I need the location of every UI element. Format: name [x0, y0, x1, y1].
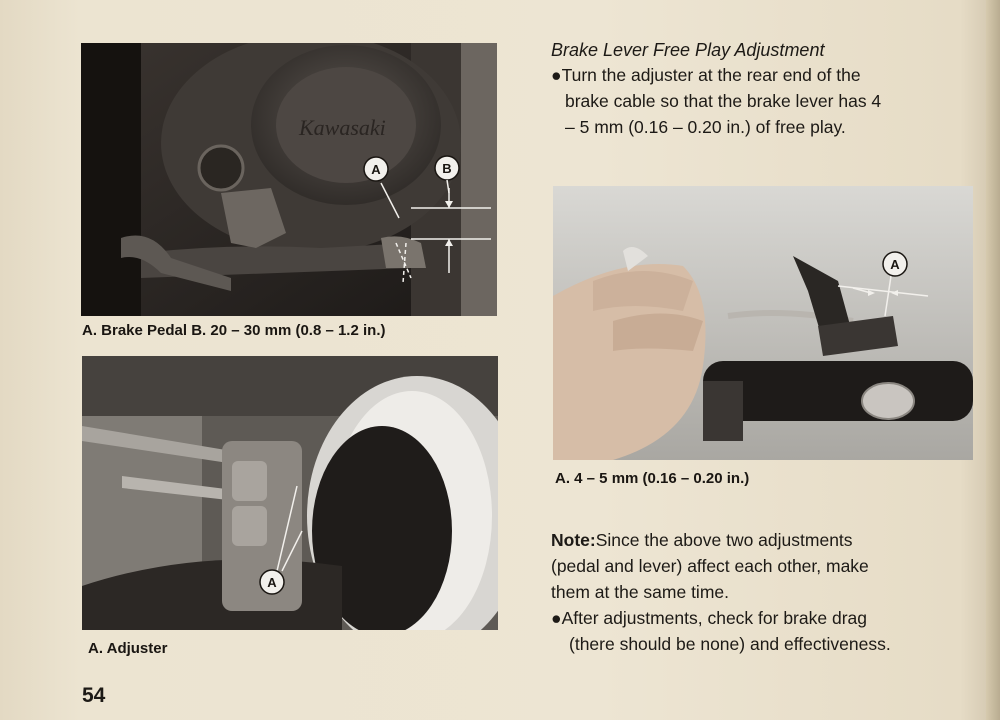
note-line: Note:Since the above two adjustments — [551, 530, 853, 550]
svg-text:A: A — [890, 257, 900, 272]
note-line: (pedal and lever) affect each other, make — [551, 556, 869, 576]
page-spine — [986, 0, 1000, 720]
instruction-line: ●Turn the adjuster at the rear end of the — [551, 65, 861, 85]
brake-pedal-caption: A. Brake Pedal B. 20 – 30 mm (0.8 – 1.2 in.) — [82, 322, 386, 339]
kawasaki-emblem: Kawasaki — [299, 115, 386, 140]
note-block — [551, 527, 971, 605]
brake-pedal-photo — [81, 43, 497, 316]
svg-text:A: A — [371, 162, 381, 177]
adjuster-caption: A. Adjuster — [88, 640, 168, 657]
note-line: them at the same time. — [551, 582, 729, 602]
brake-lever-photo — [553, 186, 973, 460]
brake-lever-illustration — [553, 186, 973, 460]
instruction-line: – 5 mm (0.16 – 0.20 in.) of free play. — [565, 117, 846, 137]
adjuster-illustration — [82, 356, 498, 630]
bullet-free-play-instruction — [551, 62, 971, 140]
svg-text:A: A — [267, 575, 277, 590]
instruction-line: brake cable so that the brake lever has 4 — [565, 91, 882, 111]
note-label: Note: — [551, 530, 596, 550]
section-title: Brake Lever Free Play Adjustment — [551, 40, 825, 60]
instruction-line: ●After adjustments, check for brake drag — [551, 608, 867, 628]
brake-lever-caption: A. 4 – 5 mm (0.16 – 0.20 in.) — [555, 470, 750, 487]
instruction-line: (there should be none) and effectiveness. — [569, 634, 891, 654]
brake-pedal-illustration — [81, 43, 497, 316]
adjuster-photo — [82, 356, 498, 630]
page-number: 54 — [82, 684, 106, 707]
svg-text:B: B — [442, 161, 452, 176]
bullet-after-adjustments — [551, 605, 971, 657]
